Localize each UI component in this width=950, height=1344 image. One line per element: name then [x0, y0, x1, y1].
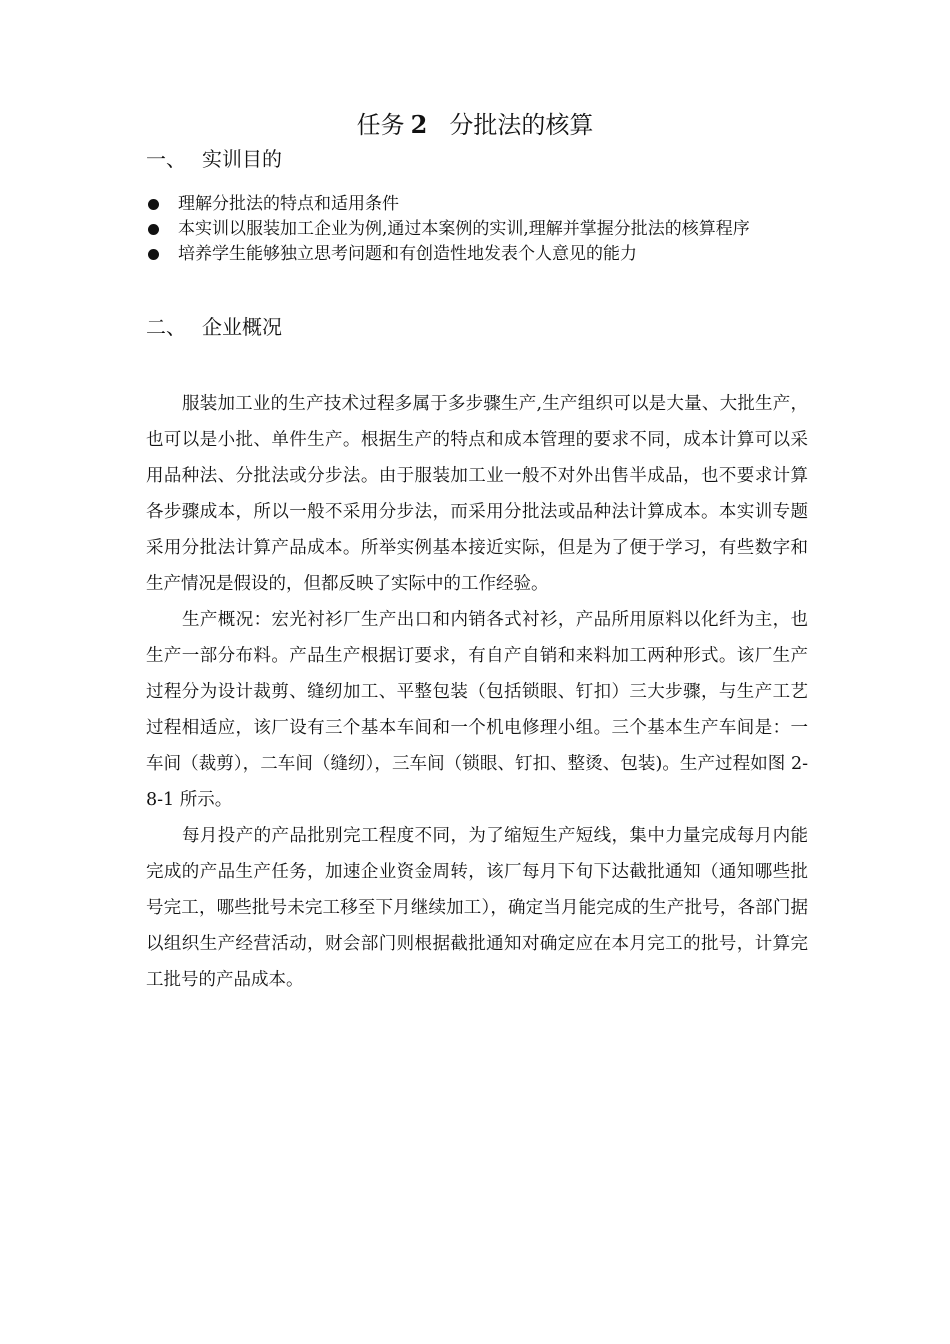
- section-index: 二、: [146, 315, 186, 339]
- section-heading-company-overview: [146, 312, 282, 342]
- paragraph: 每月投产的产品批别完工程度不同，为了缩短生产短线，集中力量完成每月内能完成的产品生产任务，加速企业资金周转，该厂每月下旬下达截批通知（通知哪些批号完工，哪些批号未完工移至下月继续加工），确定当月能完成的生产批号，各部门据以组织生产经营活动，财会部门则根据截批通知对确定应在本月完工的批号，计算完工批号的产品成本。: [146, 826, 808, 990]
- title-prefix: 任务: [356, 111, 405, 139]
- list-item: [146, 217, 808, 242]
- section-heading-training-goals: [146, 144, 282, 174]
- title-number: 2: [410, 110, 428, 139]
- body-text: [146, 386, 808, 998]
- list-item-text: 本实训以服装加工企业为例,通过本案例的实训,理解并掌握分批法的核算程序: [178, 219, 750, 239]
- section-title: 实训目的: [202, 147, 282, 171]
- section-title: 企业概况: [202, 315, 282, 339]
- list-item-text: 理解分批法的特点和适用条件: [178, 194, 399, 214]
- page-title: [0, 106, 950, 144]
- bullet-icon: [148, 224, 159, 235]
- bullet-icon: [148, 199, 159, 210]
- section-index: 一、: [146, 147, 186, 171]
- list-item: [146, 242, 808, 267]
- list-item-text: 培养学生能够独立思考问题和有创造性地发表个人意见的能力: [178, 244, 637, 264]
- paragraph: 服装加工业的生产技术过程多属于多步骤生产,生产组织可以是大量、大批生产，也可以是小批、单件生产。根据生产的特点和成本管理的要求不同，成本计算可以采用品种法、分批法或分步法。由于服装加工业一般不对外出售半成品，也不要求计算各步骤成本，所以一般不采用分步法，而采用分批法或品种法计算成本。本实训专题采用分批法计算产品成本。所举实例基本接近实际，但是为了便于学习，有些数字和生产情况是假设的，但都反映了实际中的工作经验。: [146, 394, 808, 594]
- goals-list: [146, 192, 808, 267]
- title-main: 分批法的核算: [449, 111, 594, 139]
- bullet-icon: [148, 249, 159, 260]
- paragraph: 生产概况：宏光衬衫厂生产出口和内销各式衬衫，产品所用原料以化纤为主，也生产一部分布料。产品生产根据订要求，有自产自销和来料加工两种形式。该厂生产过程分为设计裁剪、缝纫加工、平整包装（包括锁眼、钉扣）三大步骤，与生产工艺过程相适应，该厂设有三个基本车间和一个机电修理小组。三个基本生产车间是：一车间（裁剪），二车间（缝纫），三车间（锁眼、钉扣、整烫、包装)。生产过程如图 2-8-1 所示。: [146, 610, 808, 810]
- list-item: [146, 192, 808, 217]
